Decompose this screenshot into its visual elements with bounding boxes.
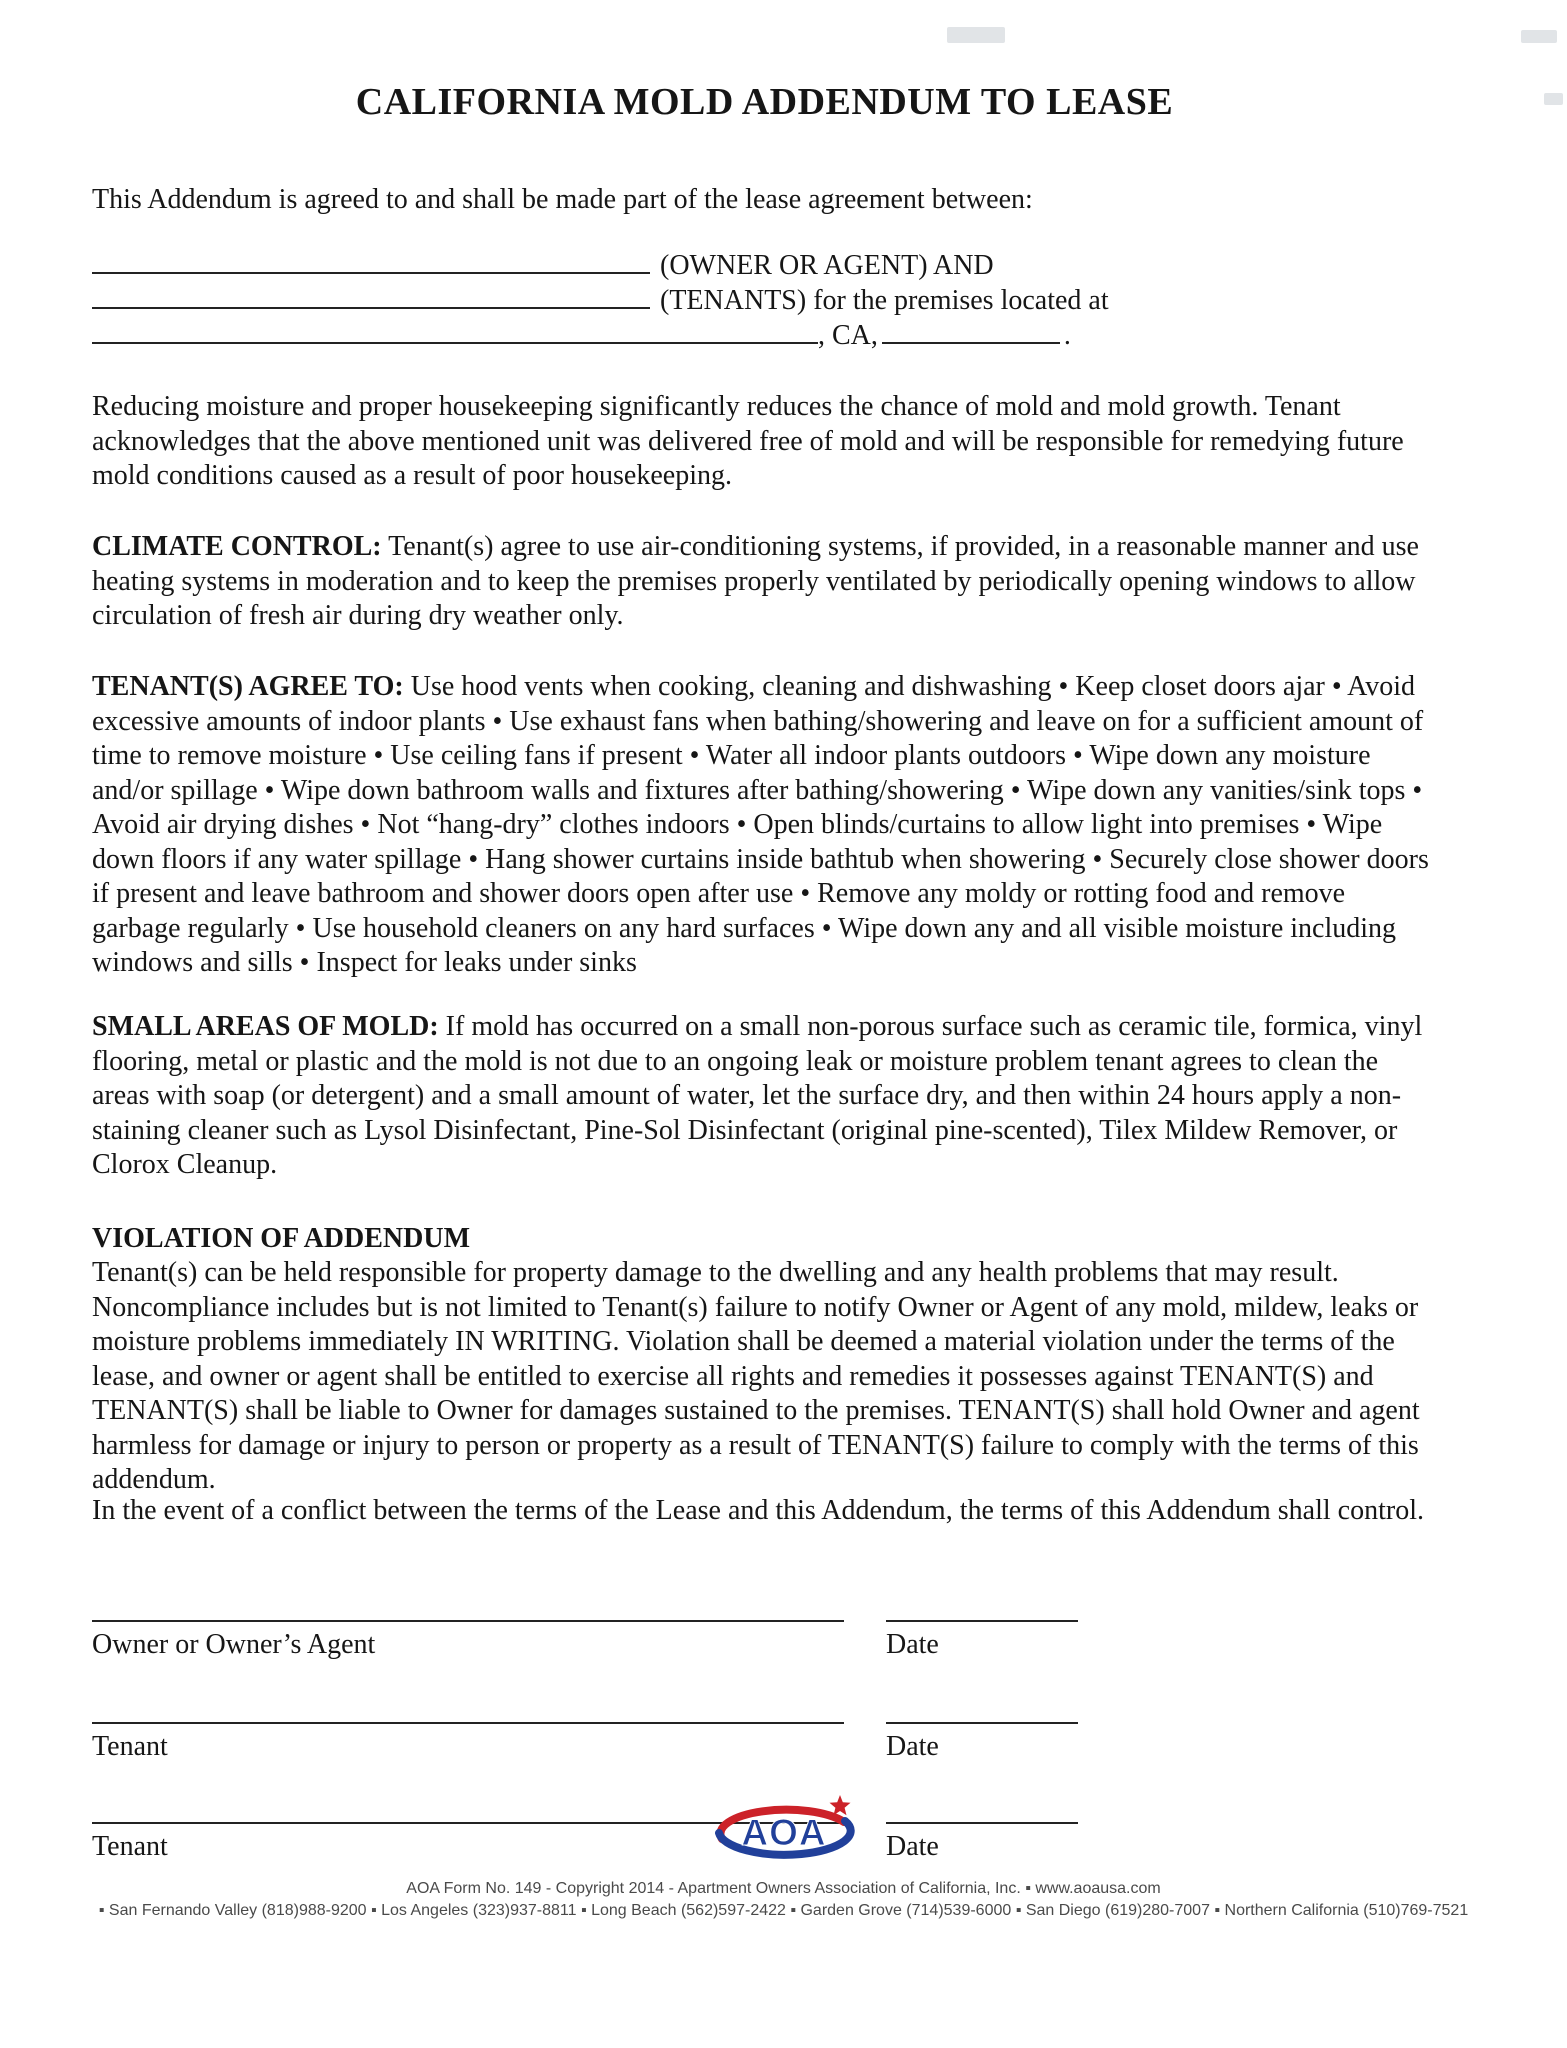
- owner-name-blank: [92, 250, 650, 274]
- svg-text:AOA: AOA: [740, 1812, 827, 1853]
- tenant1-signature-label: Tenant: [92, 1731, 168, 1762]
- parties-fill-in-section: [92, 248, 1437, 353]
- violation-paragraph: Tenant(s) can be held responsible for property damage to the dwelling and any health problems that may result. Noncompliance includes but is not limited to Tenant(s) failure to notify Owner or Agent of any mold, mildew, leaks or moisture problems immediately IN WRITING. Violation shall be deemed a material violation under the terms of the lease, and owner or agent shall be entitled to exercise all rights and remedies it possesses against TENANT(S) and TENANT(S) shall be liable to Owner for damages sustained to the premises. TENANT(S) shall hold Owner and agent harmless for damage or injury to person or property as a result of TENANT(S) failure to comply with the terms of this addendum.: [92, 1257, 1420, 1495]
- tenant2-date-label: Date: [886, 1831, 939, 1862]
- line-terminator: .: [1063, 320, 1071, 351]
- owner-date-label: Date: [886, 1629, 939, 1660]
- owner-signature-line: [92, 1608, 844, 1622]
- tenants-agree-body: Use hood vents when cooking, cleaning and dishwashing • Keep closet doors ajar • Avoid excessive amounts of indoor plants • Use exhaust fans when bathing/showering and leave on for a sufficient amount of time to remove moisture • Use ceiling fans if present • Water all indoor plants outdoors • Wipe down any moisture and/or spillage • Wipe down bathroom walls and fixtures after bathing/showering • Wipe down any vanities/sink tops • Avoid air drying dishes • Not “hang-dry” clothes indoors • Open blinds/curtains to allow light into premises • Wipe down floors if any water spillage • Hang shower curtains inside bathtub when showering • Securely close shower doors if present and leave bathroom and shower doors open after use • Remove any moldy or rotting food and remove garbage regularly • Use household cleaners on any hard surfaces • Wipe down any and all visible moisture including windows and sills • Inspect for leaks under sinks: [92, 671, 1429, 978]
- city-state-separator: , CA,: [818, 320, 878, 351]
- owner-signature-label: Owner or Owner’s Agent: [92, 1629, 376, 1660]
- footer: [0, 1794, 1567, 1921]
- page-title: CALIFORNIA MOLD ADDENDUM TO LEASE: [355, 81, 1174, 123]
- scan-artifact: [1544, 93, 1563, 105]
- aoa-logo-icon: [709, 1794, 859, 1864]
- housekeeping-paragraph: Reducing moisture and proper housekeeping significantly reduces the chance of mold and mold growth. Tenant acknowledges that the above mentioned unit was delivered free of mold and will be responsible for remedying future mold conditions caused as a result of poor housekeeping.: [92, 391, 1404, 491]
- small-areas-body: If mold has occurred on a small non-porous surface such as ceramic tile, formica, vinyl flooring, metal or plastic and the mold is not due to an ongoing leak or moisture problem tenant agrees to clean the areas with soap (or detergent) and a small amount of water, let the surface dry, and then within 24 hours apply a non-staining cleaner such as Lysol Disinfectant, Pine-Sol Disinfectant (original pine-scented), Tilex Mildew Remover, or Clorox Cleanup.: [92, 1011, 1423, 1180]
- owner-date-line: [886, 1608, 1078, 1622]
- signature-row-owner: [92, 1608, 1078, 1662]
- tenant1-signature-line: [92, 1710, 844, 1724]
- conflict-clause-paragraph: In the event of a conflict between the terms of the Lease and this Addendum, the terms of this Addendum shall control.: [92, 1495, 1424, 1526]
- climate-control-body: Tenant(s) agree to use air-conditioning systems, if provided, in a reasonable manner and use heating systems in moderation and to keep the premises properly ventilated by periodically opening windows to allow circulation of fresh air during dry weather only.: [92, 531, 1419, 631]
- footer-offices-line: ▪ San Fernando Valley (818)988-9200 ▪ Los Angeles (323)937-8811 ▪ Long Beach (562)597-2422 ▪ Garden Grove (714)539-6000 ▪ San Diego (619)280-7007 ▪ Northern California (510)769-7521: [98, 1902, 1469, 1919]
- owner-fill-row: [92, 248, 1437, 283]
- zip-code-blank: [882, 320, 1060, 344]
- violation-heading: VIOLATION OF ADDENDUM: [92, 1223, 471, 1254]
- aoa-logo: [709, 1794, 859, 1869]
- tenant1-date-line: [886, 1710, 1078, 1724]
- tenants-fill-row: [92, 283, 1437, 318]
- intro-paragraph: This Addendum is agreed to and shall be made part of the lease agreement between:: [92, 184, 1033, 215]
- tenants-agree-heading: TENANT(S) AGREE TO:: [92, 671, 404, 702]
- owner-line-suffix: (OWNER OR AGENT) AND: [660, 250, 994, 281]
- tenants-line-suffix: (TENANTS) for the premises located at: [660, 285, 1109, 316]
- premises-address-blank: [92, 320, 818, 344]
- small-areas-heading: SMALL AREAS OF MOLD:: [92, 1011, 439, 1042]
- small-areas-paragraph: [92, 1010, 1437, 1183]
- signature-row-tenant-1: [92, 1710, 1078, 1764]
- climate-control-heading: CLIMATE CONTROL:: [92, 531, 382, 562]
- tenant2-signature-label: Tenant: [92, 1831, 168, 1862]
- address-fill-row: [92, 318, 1437, 353]
- climate-control-paragraph: [92, 530, 1437, 634]
- tenant-names-blank: [92, 285, 650, 309]
- tenant1-date-label: Date: [886, 1731, 939, 1762]
- footer-form-line: AOA Form No. 149 - Copyright 2014 - Apartment Owners Association of California, Inc. ▪ www.aoausa.com: [406, 1880, 1161, 1897]
- tenants-agree-paragraph: [92, 670, 1437, 981]
- scan-artifact: [947, 27, 1005, 43]
- scan-artifact: [1521, 30, 1557, 43]
